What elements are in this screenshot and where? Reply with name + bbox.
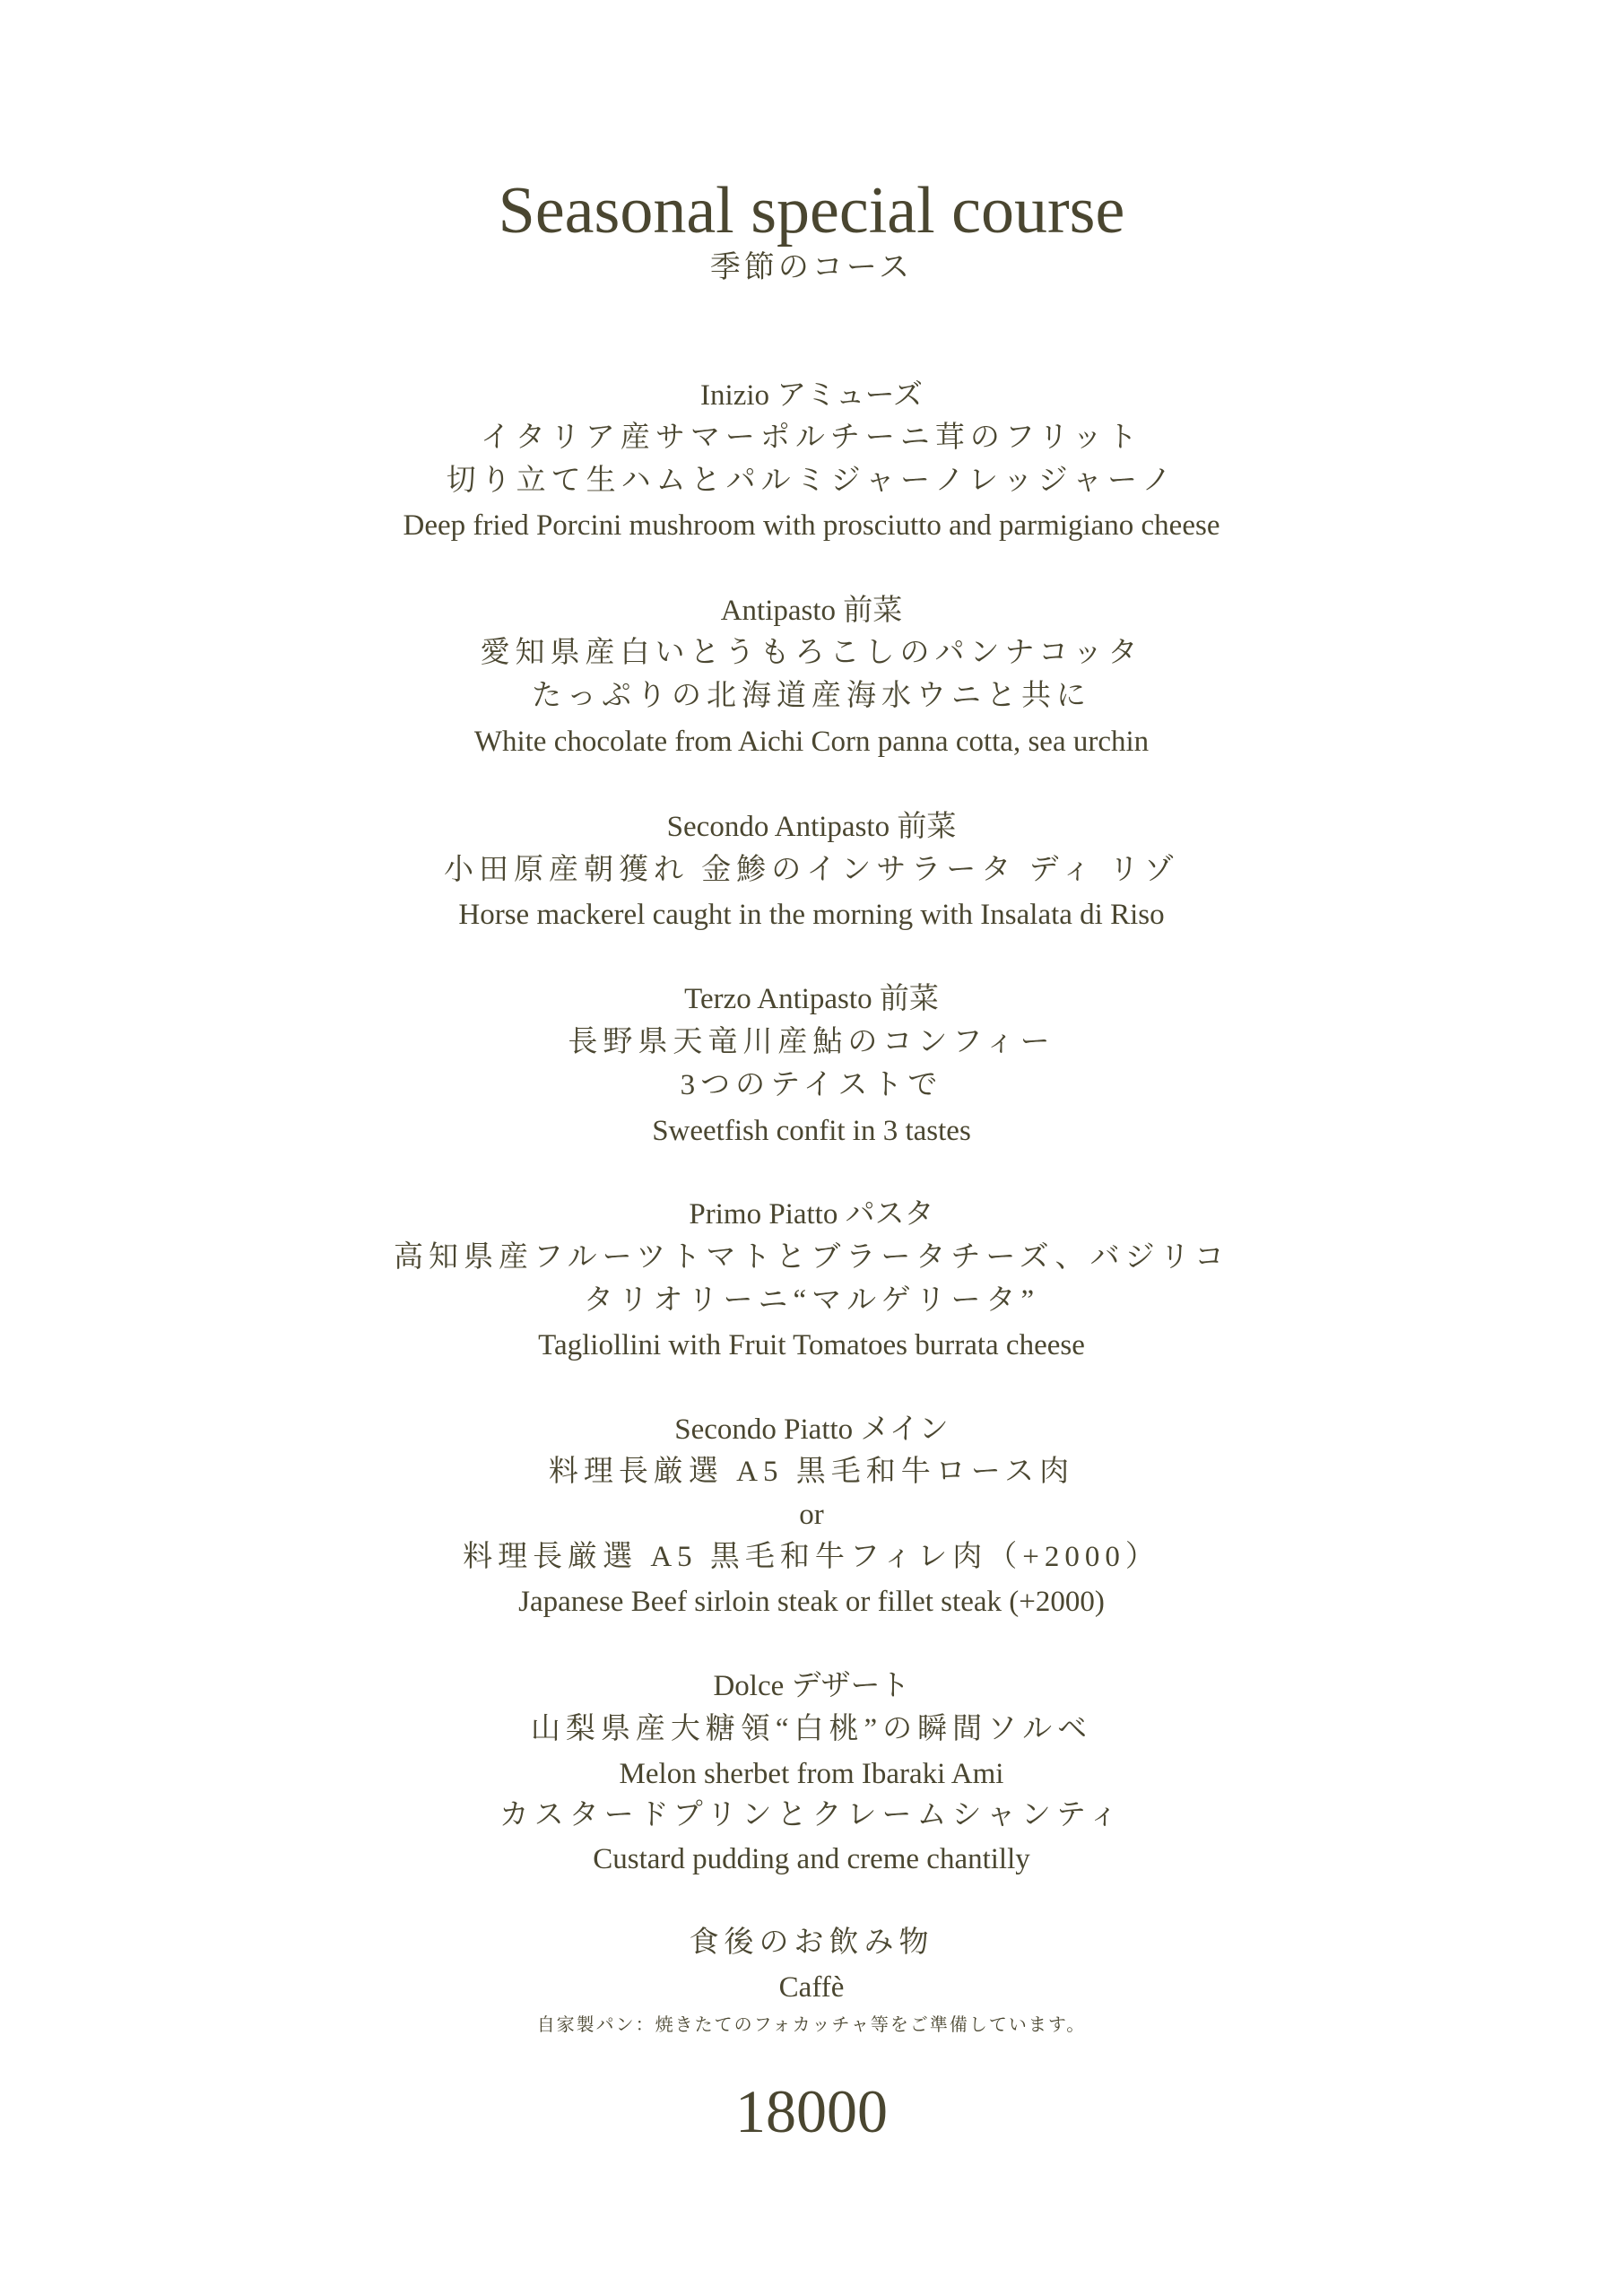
menu-subtitle: 季節のコース xyxy=(709,251,914,284)
course-line-jp: 高知県産フルーツトマトとブラータチーズ、バジリコ xyxy=(393,1241,1230,1274)
course-line-en: Deep fried Porcini mushroom with prosciutto and parmigiano cheese xyxy=(403,509,1220,542)
course-line-en: Melon sherbet from Ibaraki Ami xyxy=(619,1758,1004,1790)
course-line-en: Japanese Beef sirloin steak or fillet steak (+2000) xyxy=(518,1586,1105,1618)
course-line-jp: 愛知県産白いとうもろこしのパンナコッタ xyxy=(480,637,1143,669)
course-line-en: Sweetfish confit in 3 tastes xyxy=(652,1115,971,1147)
course-line-en: Tagliollini with Fruit Tomatoes burrata cheese xyxy=(538,1329,1085,1361)
course-line-jp: 料理長厳選 A5 黒毛和牛フィレ肉（+2000） xyxy=(463,1541,1160,1573)
course-line-jp: 3つのテイストで xyxy=(680,1069,943,1101)
course-line-en: White chocolate from Aichi Corn panna cotta, sea urchin xyxy=(473,726,1150,758)
course-line-jp: 長野県天竜川産鮎のコンフィー xyxy=(568,1026,1055,1058)
course-heading-drinks: 食後のお飲み物 xyxy=(689,1926,934,1959)
course-line-en: Horse mackerel caught in the morning with Insalata di Riso xyxy=(458,899,1165,931)
course-heading-terzo-antipasto: Terzo Antipasto 前菜 xyxy=(684,983,939,1015)
course-line-jp: イタリア産サマーポルチーニ茸のフリット xyxy=(480,422,1143,454)
bread-note: 自家製パン：焼きたてのフォカッチャ等をご準備しています。 xyxy=(536,2015,1087,2035)
course-line-en: Caffè xyxy=(778,1971,845,2004)
course-heading-secondo-antipasto: Secondo Antipasto 前菜 xyxy=(666,811,957,843)
course-line-jp: タリオリーニ“マルゲリータ” xyxy=(583,1284,1040,1317)
course-price: 18000 xyxy=(735,2077,888,2145)
course-heading-secondo-piatto: Secondo Piatto メイン xyxy=(674,1413,949,1446)
course-line-jp: 山梨県産大糖領“白桃”の瞬間ソルベ xyxy=(530,1713,1093,1745)
course-heading-inizio: Inizio アミューズ xyxy=(700,379,923,412)
course-line-jp: 小田原産朝獲れ 金鯵のインサラータ ディ リゾ xyxy=(443,854,1180,886)
course-line-or: or xyxy=(799,1499,824,1531)
course-line-jp: たっぷりの北海道産海水ウニと共に xyxy=(532,680,1091,712)
course-line-jp: カスタードプリンとクレームシャンティ xyxy=(499,1799,1124,1831)
course-heading-antipasto: Antipasto 前菜 xyxy=(720,595,903,627)
menu-title: Seasonal special course xyxy=(498,174,1125,248)
course-heading-primo-piatto: Primo Piatto パスタ xyxy=(689,1198,934,1231)
course-line-jp: 料理長厳選 A5 黒毛和牛ロース肉 xyxy=(548,1456,1075,1488)
course-line-en: Custard pudding and creme chantilly xyxy=(593,1843,1030,1875)
course-line-jp: 切り立て生ハムとパルミジャーノレッジャーノ xyxy=(446,465,1177,497)
course-heading-dolce: Dolce デザート xyxy=(713,1670,910,1702)
